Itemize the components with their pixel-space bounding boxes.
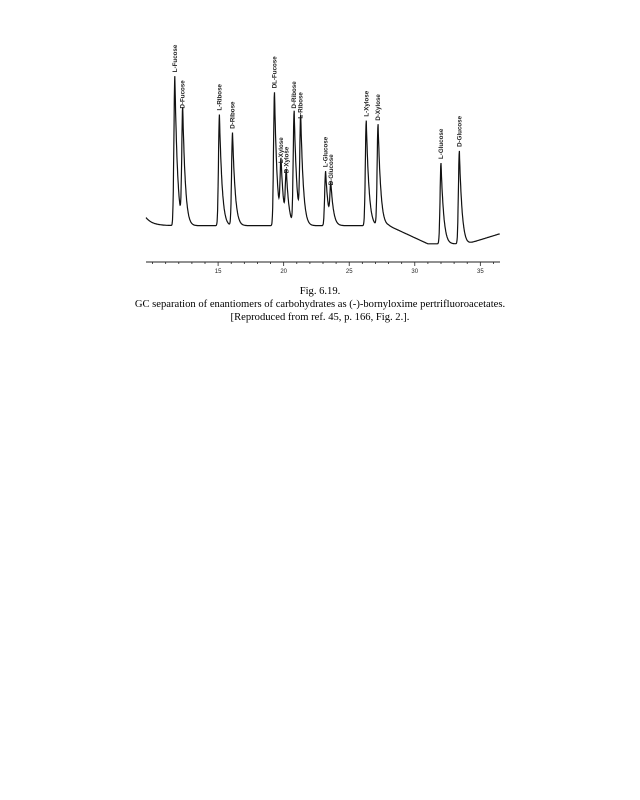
- peak-label: D-Glucose: [327, 154, 335, 186]
- x-tick-label: 15: [214, 269, 222, 275]
- peak-label: L-Glucose: [438, 128, 445, 159]
- peak-label: D-Xylose: [375, 94, 383, 121]
- peak-label: D-Ribose: [291, 81, 299, 109]
- peak-label: DL-Fucose: [271, 56, 279, 89]
- figure-caption: GC separation of enantiomers of carbohydrates as (-)-bornyloxime pertrifluoroacetates.: [134, 299, 506, 310]
- chromatogram-chart: [0, 0, 640, 300]
- peak-label: L-Fucose: [171, 44, 179, 73]
- peak-label: L-Ribose: [297, 92, 305, 119]
- x-tick-label: 25: [345, 269, 353, 275]
- peak-label: L-Xylose: [363, 90, 371, 117]
- peak-label: L-Ribose: [216, 84, 224, 111]
- peak-label: D-Xylose: [283, 146, 291, 174]
- x-tick-label: 20: [280, 269, 288, 275]
- peak-label: L-Glucose: [322, 136, 330, 168]
- peak-label: D-Glucose: [456, 115, 464, 147]
- figure-number: Fig. 6.19.: [299, 286, 341, 297]
- peak-label: L-Xylose: [278, 137, 285, 164]
- peak-label: D-Fucose: [179, 80, 187, 109]
- peak-label: D-Ribose: [229, 101, 237, 129]
- x-tick-label: 30: [411, 269, 419, 275]
- x-tick-label: 35: [476, 269, 484, 275]
- figure-source: [Reproduced from ref. 45, p. 166, Fig. 2.].: [230, 312, 410, 323]
